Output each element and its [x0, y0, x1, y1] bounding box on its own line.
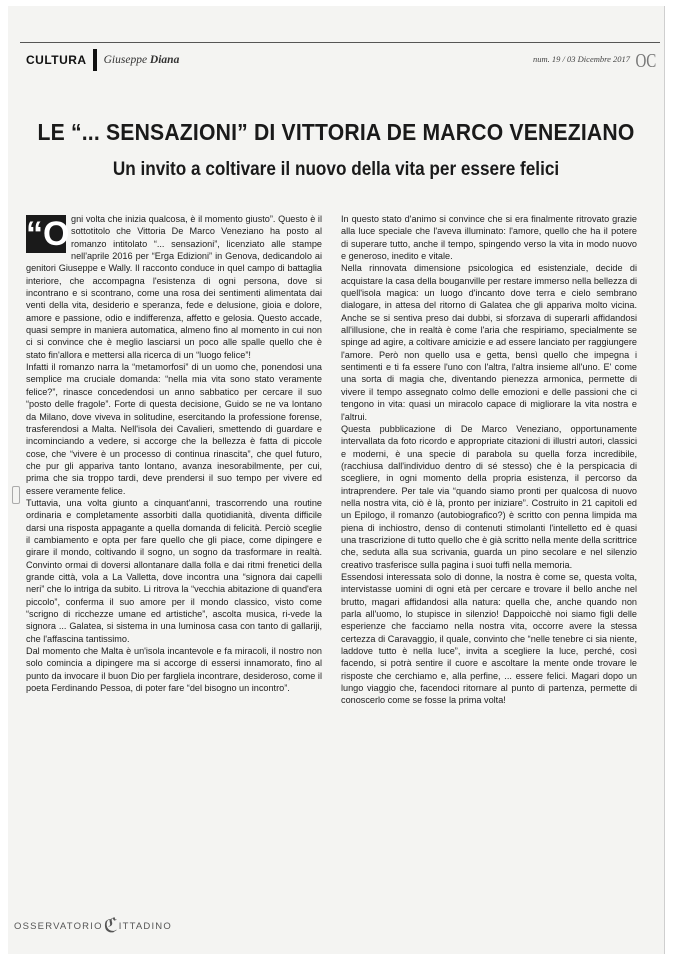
article-title: LE “... SENSAZIONI” DI VITTORIA DE MARCO VENEZIANO [37, 119, 635, 145]
drop-cap: “O [26, 215, 70, 253]
page-footer [14, 916, 172, 936]
column-left [26, 213, 322, 888]
paragraph: Essendosi interessata solo di donne, la nostra è come se, questa volta, intervistasse uomini di ogni età per cercare e trovare il bello anche nel brutto, magari affidandosi alla natura: quella che, anche quando non parla all'uomo, lo stupisce in silenzio! Dappoicchè noi siamo figli delle esperienze che facciamo nella nostra vita, occorre avere la stessa certezza di Caravaggio, il quale, convinto che “nelle tenebre ci sia niente, laddove tutto è nella luce”, invita a scegliere la luce, perché, così facendo, si potrà sentire il cuore e ascoltare la mente onde trovare le risposte che cerchiamo e, alla perfine, ... essere felici. Magari dopo un lungo viaggio che, facendoci ritornare al punto di partenza, permette di conoscerlo come se fosse la prima volta! [341, 571, 637, 706]
article-subtitle: Un invito a coltivare il nuovo della vita per essere felici [112, 158, 560, 180]
paragraph-text: gni volta che inizia qualcosa, è il momento giusto”. Questo è il sottotitolo che Vittoria De Marco Veneziano ha posto al romanzo intitolato “... sensazioni”, licenziato alle stampe nell'aprile 2016 per “Erga Edizioni” in Genova, dedicandolo ai genitori Giuseppe e Wally. Il racconto conduce in quel campo di battaglia interiore, che accompagna l'esistenza di ogni persona, dove si incontrano e si scontrano, come una rosa dei sentimenti alimentata dai venti della vita, desiderio e speranza, fede e delusione, gioia e dolore, amore e passione, odio e indifferenza, affetto e gelosia. Questo accade, quasi sempre in maniera automatica, almeno fino al momento in cui non ci si convince che è meglio lasciarsi un poco alle spalle quello che è stato fin'allora e mettersi alla ricerca di un “luogo felice”! [26, 214, 322, 360]
author-last-name: Diana [149, 54, 180, 66]
magazine-page [8, 6, 665, 954]
paragraph: Tuttavia, una volta giunto a cinquant'anni, trascorrendo una routine ordinaria e completamente assorbiti dalla quotidianità, diventa difficile darsi una risposta appagante a quella domanda di felicità. Perciò sceglie il cambiamento e opta per fare quello che gli piace, come dipingere e girare il mondo, coltivando il sogno, un sogno da trasformare in realtà. Convinto ormai di doversi allontanare dalla folla e dai ritmi frenetici della grande città, vola a La Valletta, dove incontra una “signora dai capelli neri” che lo intriga da subito. Li ritrova la “vecchia abitazione di quand'era piccolo”, conferma il suo amore per il mondo classico, visto come “scrigno di ricchezze umane ed artistiche”, ascolta musica, ri-vede la signora ... Galatea, si sistema in una luminosa casa con tanto di gallariji, che l'affascina tantissimo. [26, 497, 322, 644]
author-first-name: Giuseppe [103, 54, 148, 66]
footer-logo-mark: ℭ [103, 915, 118, 937]
paragraph [26, 213, 322, 361]
magazine-logo [632, 46, 656, 72]
paragraph: Questa pubblicazione di De Marco Veneziano, opportunamente intervallata da foto ricordo e appropriate citazioni di illustri autori, classici e moderni, è una specie di parabola su quella forza incredibile, (racchiusa dall'individuo dentro di sé stesso) che è la perspicacia di scegliere, in ogni momento della propria esistenza, il percorso da intraprendere. Per tale via “quando siamo pronti per qualcosa di nuovo nella nostra vita, ciò è là, pronto per iniziare”. Costruito in 21 capitoli ed un Epilogo, il romanzo (autobiografico?) è scritto con penna limpida ma piena di inchiostro, denso di contenuti stimolanti l'intelletto ed è quasi una trascrizione di tutto quello che è già scritto nella mente della scrittrice che, seduta alla sua scrivania, guarda un pino secolare e nel silenzio creativo trasferisce sulla pagina i suoi tuffi nella memoria. [341, 423, 637, 570]
header-rule [20, 42, 660, 43]
margin-mark [12, 486, 20, 504]
issue-info: num. 19 / 03 Dicembre 2017 [533, 54, 630, 64]
section-label: CULTURA [26, 53, 87, 67]
footer-logo-left: OSSERVATORIO [14, 920, 103, 932]
article-body [26, 213, 637, 888]
header-divider [93, 49, 97, 71]
paragraph: Nella rinnovata dimensione psicologica ed esistenziale, decide di acquistare la casa della bouganville per restare immerso nella bellezza di quell'isola magica: un luogo d'incanto dove terra e cielo sembrano dialogare, in attesa del ritorno di Galatea che gli appariva molto vicina. Anche se si sentiva preso dai dubbi, si sforzava di superarli affidandosi all'illusione, che in realtà è come l'aria che respiriamo, specialmente se spinge ad agire, a coltivare amicizie e ad essere lanciato per raggiungere l'amore. Però non quello usa e getta, bensì quello che impegna i sentimenti e ti fa essere l'uno con l'altra, l'altra insieme all'uno. E' come una sorta di magia che, diventando pienezza armonica, permette di vivere il tempo assegnato colmo delle emozioni e delle passioni che ci tengono in vita: quasi un miracolo capace di migliorare la vita nostra e l'altrui. [341, 263, 637, 422]
paragraph: In questo stato d'animo si convince che si era finalmente ritrovato grazie alla luce speciale che l'aveva illuminato: l'amore, quello che ha il potere di superare tutto, anche il tempo, spingendo verso la vita in modo nuovo e generoso, inedito e vitale. [341, 214, 637, 262]
logo-mark: OC [635, 50, 657, 72]
author-name [104, 54, 180, 66]
footer-logo-right: ITTADINO [118, 920, 172, 932]
column-right [341, 213, 637, 888]
paragraph: Dal momento che Malta è un'isola incantevole e fa miracoli, il nostro non solo comincia a dipingere ma si accorge di essersi innamorato, fino al punto da invocare il buon Dio per fargliela incontrare, desideroso, come il poeta Ferdinando Pessoa, di poter fare “del bisogno un incontro”. [26, 646, 322, 694]
paragraph: Infatti il romanzo narra la “metamorfosi” di un uomo che, ponendosi una semplice ma cruciale domanda: “nella mia vita sono stato veramente felice?”, rinasce concedendosi un anno sabbatico per cercare il suo “posto delle fragole”. Forte di questa decisione, Guido se ne va lontano da Milano, dove viveva in solitudine, esercitando la professione forense, trasferendosi a Malta. Nell'isola dei Cavalieri, smettendo di guardare e incominciando a vedere, si accorge che la bellezza è fatta di piccole cose, che “vivere è un processo di continua rinascita”, che quel futuro, che pur gli appariva tanto lontano, avanza inesorabilmente, per cui, prima che sia troppo tardi, deve prendersi il suo tempo per vivere ed essere veramente felice. [26, 362, 322, 496]
